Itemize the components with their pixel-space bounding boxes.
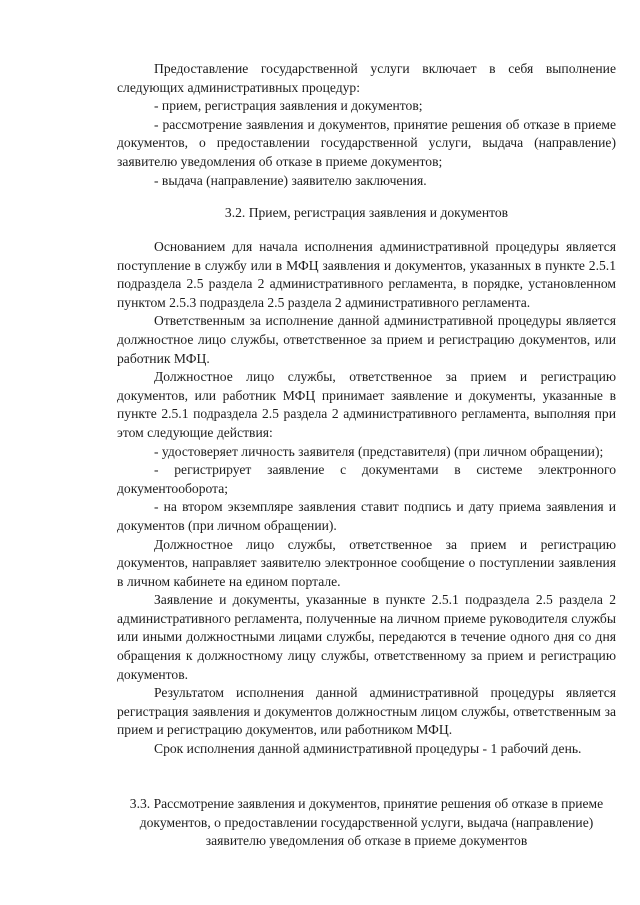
paragraph: Должностное лицо службы, ответственное за прием и регистрацию документов, направляет заявителю электронное сообщение о поступлении заявления в личном кабинете на едином портале. (117, 536, 616, 589)
section-3-3-heading-wrap (117, 795, 616, 851)
action-item: - на втором экземпляре заявления ставит подпись и дату приема заявления и документов (при личном обращении). (117, 499, 616, 533)
paragraph: Заявление и документы, указанные в пункте 2.5.1 подраздела 2.5 раздела 2 административного регламента, полученные на личном приеме руководителя службы или иными должностными лицами службы, передаются в течение одного дня со дня обращения к должностному лицу службы, ответственному за прием и регистрацию документов. (117, 592, 616, 682)
section-heading: 3.2. Прием, регистрация заявления и документов (224, 205, 509, 220)
intro-lead: Предоставление государственной услуги включает в себя выполнение следующих административных процедур: (117, 61, 616, 95)
paragraph: Основанием для начала исполнения административной процедуры является поступление в службу или в МФЦ заявления и документов, указанных в пункте 2.5.1 подраздела 2.5 раздела 2 административного регламента, в порядке, установленном пунктом 2.5.3 подраздела 2.5 раздела 2 административного регламента. (117, 239, 616, 310)
action-item: - регистрирует заявление с документами в системе электронного документооборота; (117, 462, 616, 496)
paragraph: Результатом исполнения данной административной процедуры является регистрация заявления и документов должностным лицом службы, ответственным за прием и регистрацию документов, или работником МФЦ. (117, 685, 616, 738)
action-item: - удостоверяет личность заявителя (представителя) (при личном обращении); (154, 443, 604, 459)
intro-item: - рассмотрение заявления и документов, принятие решения об отказе в приеме документов, о предоставлении государственной услуги, выдача (направление) заявителю уведомления об отказе в приеме документов; (117, 116, 616, 169)
intro-item: - прием, регистрация заявления и документов; (154, 98, 423, 114)
intro-block (117, 60, 616, 190)
paragraph: Должностное лицо службы, ответственное за прием и регистрацию документов, или работник МФЦ принимает заявление и документы, указанные в пункте 2.5.1 подраздела 2.5 раздела 2 административного регламента, выполняя при этом следующие действия: (117, 369, 616, 440)
section-heading: 3.3. Рассмотрение заявления и документов, принятие решения об отказе в приеме документов, о предоставлении государственной услуги, выдача (направление) заявителю уведомления об отказе в приеме документов (129, 796, 604, 849)
paragraph: Срок исполнения данной административной процедуры - 1 рабочий день. (154, 741, 582, 757)
section-3-2-heading-wrap (117, 204, 616, 223)
section-3-2-body (117, 238, 616, 759)
intro-item: - выдача (направление) заявителю заключения. (154, 172, 427, 188)
paragraph: Ответственным за исполнение данной административной процедуры является должностное лицо службы, ответственное за прием и регистрацию документов, или работник МФЦ. (117, 313, 616, 366)
